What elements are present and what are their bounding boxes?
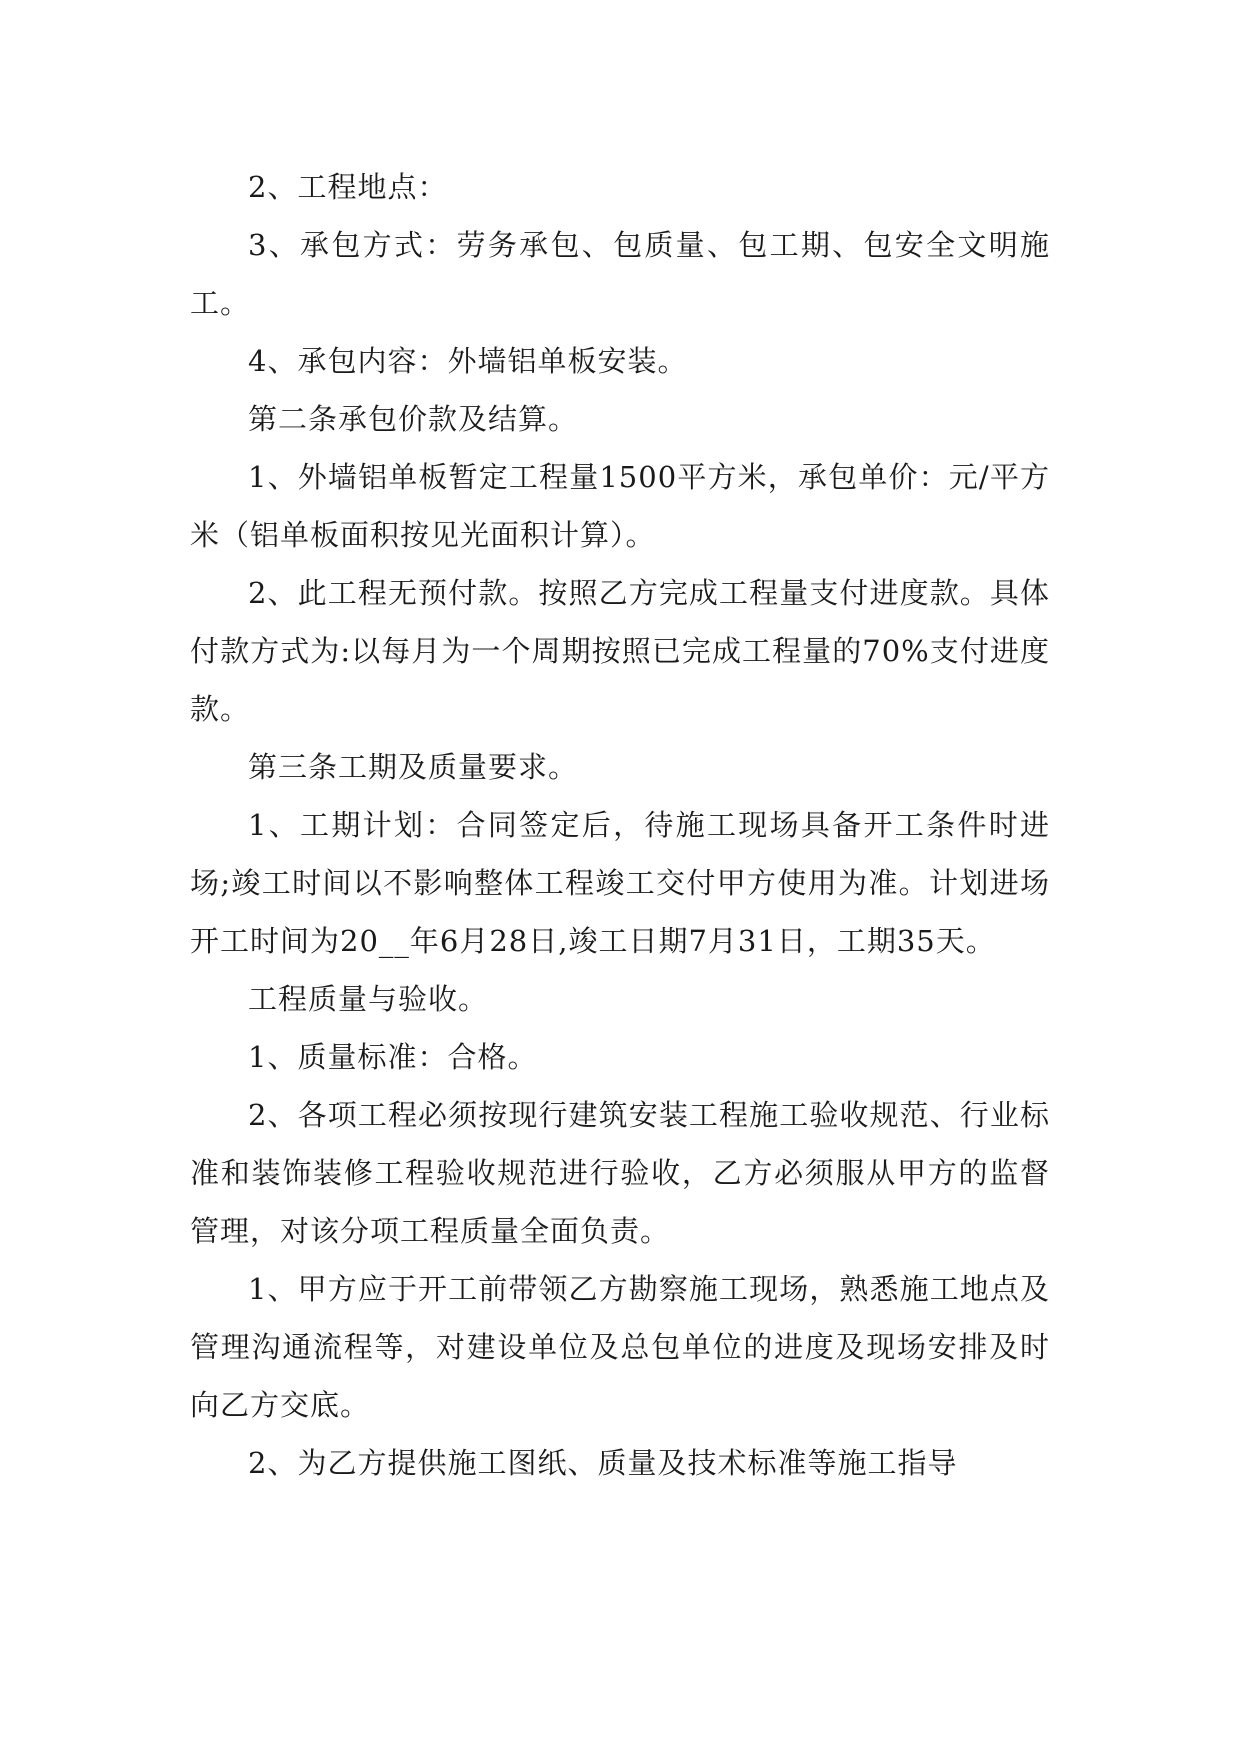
paragraph-drawings-provision: 2、为乙方提供施工图纸、质量及技术标准等施工指导	[248, 1446, 958, 1480]
paragraph-contract-method: 3、承包方式：劳务承包、包质量、包工期、包安全文明施工。	[190, 228, 1050, 320]
paragraph-quality-standard: 1、质量标准：合格。	[248, 1040, 538, 1074]
section-heading-price-settlement: 第二条承包价款及结算。	[248, 402, 579, 436]
document-body	[190, 158, 1050, 1492]
paragraph-site-survey: 1、甲方应于开工前带领乙方勘察施工现场，熟悉施工地点及管理沟通流程等，对建设单位及总包单位的进度及现场安排及时向乙方交底。	[190, 1272, 1050, 1422]
paragraph-acceptance-rules: 2、各项工程必须按现行建筑安装工程施工验收规范、行业标准和装饰装修工程验收规范进行验收，乙方必须服从甲方的监督管理，对该分项工程质量全面负责。	[190, 1098, 1050, 1248]
paragraph-project-location: 2、工程地点：	[248, 170, 448, 204]
paragraph-schedule-plan: 1、工期计划：合同签定后，待施工现场具备开工条件时进场;竣工时间以不影响整体工程竣工交付甲方使用为准。计划进场开工时间为20__年6月28日,竣工日期7月31日，工期35天。	[190, 808, 1050, 958]
paragraph-payment-terms: 2、此工程无预付款。按照乙方完成工程量支付进度款。具体付款方式为:以每月为一个周期按照已完成工程量的70%支付进度款。	[190, 576, 1050, 726]
section-heading-quality-acceptance: 工程质量与验收。	[248, 982, 489, 1016]
paragraph-contract-content: 4、承包内容：外墙铝单板安装。	[248, 344, 688, 378]
section-heading-schedule-quality: 第三条工期及质量要求。	[248, 750, 579, 784]
paragraph-unit-price: 1、外墙铝单板暂定工程量1500平方米，承包单价：元/平方米（铝单板面积按见光面积计算）。	[190, 460, 1050, 552]
